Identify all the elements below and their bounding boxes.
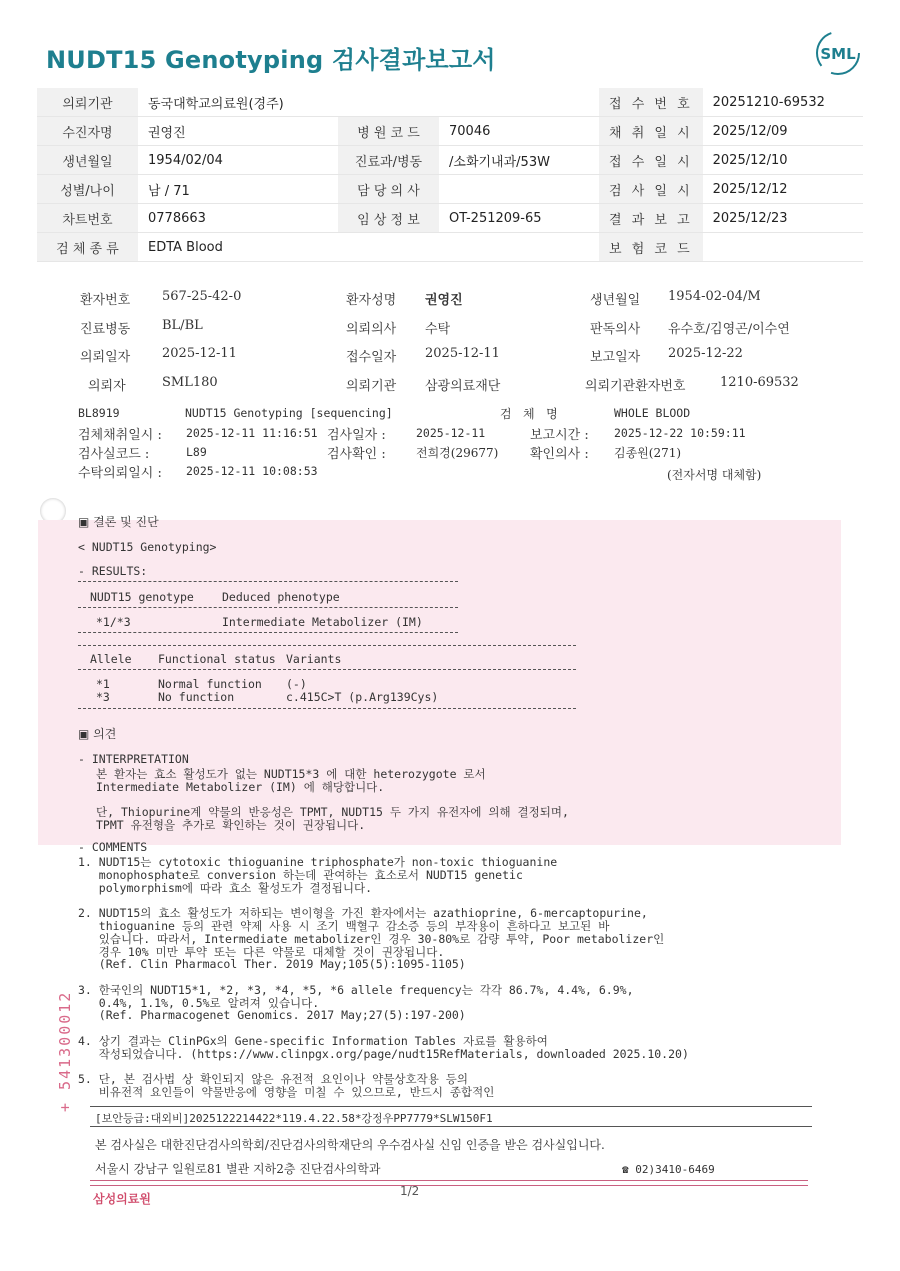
- scan-label-requester: 의뢰자: [88, 379, 126, 394]
- value-report-time: 2025-12-22 10:59:11: [614, 426, 746, 440]
- scan-value-req: 2025-12-11: [162, 346, 237, 361]
- functional-header: Functional status: [158, 652, 276, 666]
- rule: [78, 708, 576, 709]
- header-table: [37, 88, 863, 262]
- rule: [78, 669, 576, 670]
- label-report-time: 보고시간 :: [530, 428, 589, 443]
- scan-value-doc: 수탁: [425, 322, 451, 337]
- geno-value: *1/*3: [96, 615, 131, 629]
- scan-label-pname: 환자성명: [346, 293, 397, 308]
- label-confirm-doc: 확인의사 :: [530, 447, 589, 462]
- comment-4-line-2: 작성되었습니다. (https://www.clinpgx.org/page/nudt15RefMaterials, downloaded 2025.10.20): [78, 1047, 689, 1061]
- label-insurance: 보 험 코 드: [599, 233, 703, 262]
- label-institution: 의뢰기관: [37, 88, 138, 117]
- value-collect-time: 2025-12-11 11:16:51: [186, 426, 318, 440]
- comment-2-line-3: 있습니다. 따라서, Intermediate metabolizer인 경우 30-80%로 감량 투약, Poor metabolizer인: [78, 932, 665, 946]
- scan-value-rep: 2025-12-22: [668, 346, 743, 361]
- scan-label-req: 의뢰일자: [80, 350, 131, 365]
- allele-1-variant: (-): [286, 677, 307, 691]
- label-dept: 진료과/병동: [338, 146, 439, 175]
- security-line: [보안등급:대외비]2025122214422*119.4.22.58*강정우PP7779*SLW150F1: [95, 1112, 493, 1125]
- report-title: NUDT15 Genotyping 검사결과보고서: [46, 46, 496, 74]
- variants-header: Variants: [286, 652, 342, 666]
- label-chart-no: 차트번호: [37, 204, 138, 233]
- label-hospital-code: 병 원 코 드: [338, 117, 439, 146]
- value-dept: /소화기내과/53W: [439, 146, 599, 175]
- rule: [78, 581, 458, 582]
- label-accession: 접 수 번 호: [599, 88, 703, 117]
- allele-3-status: No function: [158, 690, 235, 704]
- label-clinical-info: 임 상 정 보: [338, 204, 439, 233]
- sml-logo: [815, 30, 861, 76]
- test-name: NUDT15 Genotyping [sequencing]: [185, 406, 393, 420]
- scan-value-orgpid: 1210-69532: [720, 375, 799, 390]
- value-hospital-code: 70046: [439, 117, 599, 146]
- label-test-date: 검 사 일 시: [599, 175, 703, 204]
- label-receive-date: 접 수 일 시: [599, 146, 703, 175]
- vertical-code: + 541300012: [56, 990, 74, 1112]
- cert-line: 본 검사실은 대한진단검사의학회/진단검사의학재단의 우수검사실 신임 인증을 받은 검사실입니다.: [95, 1138, 605, 1152]
- value-clinical-info: OT-251209-65: [439, 204, 599, 233]
- value-patient-name: 권영진: [138, 117, 338, 146]
- comment-2-line-5: (Ref. Clin Pharmacol Ther. 2019 May;105(5):1095-1105): [78, 957, 466, 971]
- scan-value-rec: 2025-12-11: [425, 346, 500, 361]
- value-confirm: 전희경(29677): [416, 446, 499, 460]
- value-specimen-name: WHOLE BLOOD: [614, 406, 691, 420]
- interp-line-3: 단, Thiopurine계 약물의 반응성은 TPMT, NUDT15 두 가지 유전자에 의해 결정되며,: [96, 805, 569, 819]
- rule: [78, 607, 458, 608]
- results-label: - RESULTS:: [78, 564, 148, 578]
- pink-rule: [90, 1185, 808, 1186]
- result-heading: ▣ 결론 및 진단: [78, 515, 159, 529]
- geno-header-genotype: NUDT15 genotype: [90, 590, 194, 604]
- rule: [90, 1126, 812, 1127]
- scan-label-org: 의뢰기관: [346, 379, 397, 394]
- comment-5-line-2: 비유전적 요인들이 약물반응에 영향을 미칠 수 있으므로, 반드시 종합적인: [78, 1085, 495, 1099]
- comment-2-line-1: 2. NUDT15의 효소 활성도가 저하되는 변이형을 가진 환자에서는 azathioprine, 6-mercaptopurine,: [78, 906, 648, 920]
- interp-line-1: 본 환자는 효소 활성도가 없는 NUDT15*3 에 대한 heterozygote 로서: [96, 767, 486, 781]
- allele-header: Allele: [90, 652, 132, 666]
- comment-3-line-1: 3. 한국인의 NUDT15*1, *2, *3, *4, *5, *6 allele frequency는 각각 86.7%, 4.4%, 6.9%,: [78, 983, 634, 997]
- allele-1: *1: [96, 677, 110, 691]
- label-collect-date: 채 취 일 시: [599, 117, 703, 146]
- phenotype-value: Intermediate Metabolizer (IM): [222, 615, 423, 629]
- label-entrust: 수탁의뢰일시 :: [78, 466, 162, 481]
- label-scan-testdate: 검사일자 :: [327, 428, 386, 443]
- test-code: BL8919: [78, 406, 120, 420]
- value-chart-no: 0778663: [138, 204, 338, 233]
- scan-value-pname: 권영진: [425, 293, 463, 308]
- address-line: 서울시 강남구 일원로81 별관 지하2층 진단검사의학과: [95, 1162, 381, 1176]
- page-number: 1/2: [400, 1184, 420, 1198]
- value-physician: [439, 175, 599, 204]
- comments-label: - COMMENTS: [78, 840, 148, 854]
- interp-line-2: Intermediate Metabolizer (IM) 에 해당합니다.: [96, 780, 385, 794]
- scan-label-dob: 생년월일: [590, 293, 641, 308]
- value-lab-code: L89: [186, 445, 207, 459]
- comment-1-line-1: 1. NUDT15는 cytotoxic thioguanine triphosphate가 non-toxic thioguanine: [78, 855, 558, 869]
- label-confirm: 검사확인 :: [327, 447, 386, 462]
- comment-5-line-1: 5. 단, 본 검사법 상 확인되지 않은 유전적 요인이나 약물상호작용 등의: [78, 1072, 468, 1086]
- scan-value-dob: 1954-02-04/M: [668, 289, 761, 304]
- scan-value-read: 유수호/김영곤/이수연: [668, 322, 790, 337]
- comment-3-line-2: 0.4%, 1.1%, 0.5%로 알려져 있습니다.: [78, 996, 320, 1010]
- label-dob: 생년월일: [37, 146, 138, 175]
- geno-header-phenotype: Deduced phenotype: [222, 590, 340, 604]
- label-sex-age: 성별/나이: [37, 175, 138, 204]
- scan-value-requester: SML180: [162, 375, 218, 390]
- opinion-heading: ▣ 의견: [78, 727, 117, 741]
- comment-2-line-4: 경우 10% 미만 투약 또는 다른 약물로 대체할 것이 권장됩니다.: [78, 945, 445, 959]
- pink-rule: [90, 1180, 808, 1181]
- scan-label-rec: 접수일자: [346, 350, 397, 365]
- interp-line-4: TPMT 유전형을 추가로 확인하는 것이 권장됩니다.: [96, 818, 366, 832]
- value-report-date: 2025/12/23: [703, 204, 863, 233]
- value-institution: 동국대학교의료원(경주): [138, 88, 599, 117]
- allele-3-variant: c.415C>T (p.Arg139Cys): [286, 690, 439, 704]
- label-lab-code: 검사실코드 :: [78, 447, 150, 462]
- logo-text: SML: [820, 45, 856, 63]
- label-collect-time: 검체채취일시 :: [78, 428, 162, 443]
- comment-1-line-3: polymorphism에 따라 효소 활성도가 결정됩니다.: [78, 881, 372, 895]
- scan-label-rep: 보고일자: [590, 350, 641, 365]
- value-test-date: 2025/12/12: [703, 175, 863, 204]
- phone-line: ☎ 02)3410-6469: [622, 1163, 715, 1176]
- rule: [90, 1106, 812, 1107]
- scan-label-pid: 환자번호: [80, 293, 131, 308]
- value-dob: 1954/02/04: [138, 146, 338, 175]
- value-collect-date: 2025/12/09: [703, 117, 863, 146]
- hospital-name: 삼성의료원: [93, 1192, 151, 1206]
- result-sub: < NUDT15 Genotyping>: [78, 540, 217, 554]
- label-specimen: 검 체 종 류: [37, 233, 138, 262]
- allele-1-status: Normal function: [158, 677, 262, 691]
- scan-label-orgpid: 의뢰기관환자번호: [585, 379, 686, 394]
- comment-3-line-3: (Ref. Pharmacogenet Genomics. 2017 May;27(5):197-200): [78, 1008, 466, 1022]
- value-accession: 20251210-69532: [703, 88, 863, 117]
- scan-label-read: 판독의사: [590, 322, 641, 337]
- value-specimen: EDTA Blood: [138, 233, 599, 262]
- value-sex-age: 남 / 71: [138, 175, 338, 204]
- interp-label: - INTERPRETATION: [78, 752, 189, 766]
- esign-note: (전자서명 대체함): [667, 468, 762, 482]
- rule: [78, 632, 458, 633]
- comment-4-line-1: 4. 상기 결과는 ClinPGx의 Gene-specific Information Tables 자료를 활용하여: [78, 1034, 548, 1048]
- value-insurance: [703, 233, 863, 262]
- scan-label-ward: 진료병동: [80, 322, 131, 337]
- value-receive-date: 2025/12/10: [703, 146, 863, 175]
- comment-2-line-2: thioguanine 등의 관련 약제 사용 시 조기 백혈구 감소증 등의 부작용이 흔하다고 보고된 바: [78, 919, 610, 933]
- label-patient-name: 수진자명: [37, 117, 138, 146]
- label-physician: 담 당 의 사: [338, 175, 439, 204]
- scan-value-pid: 567-25-42-0: [162, 289, 242, 304]
- value-scan-testdate: 2025-12-11: [416, 426, 486, 440]
- label-report-date: 결 과 보 고: [599, 204, 703, 233]
- scan-value-ward: BL/BL: [162, 318, 203, 333]
- value-entrust: 2025-12-11 10:08:53: [186, 464, 318, 478]
- comment-1-line-2: monophosphate로 conversion 하는데 관여하는 효소로서 NUDT15 genetic: [78, 868, 523, 882]
- scan-label-doc: 의뢰의사: [346, 322, 397, 337]
- rule: [78, 645, 576, 646]
- label-specimen-name: 검 체 명: [500, 407, 558, 421]
- allele-3: *3: [96, 690, 110, 704]
- value-confirm-doc: 김종원(271): [614, 446, 682, 460]
- scan-value-org: 삼광의료재단: [425, 379, 501, 394]
